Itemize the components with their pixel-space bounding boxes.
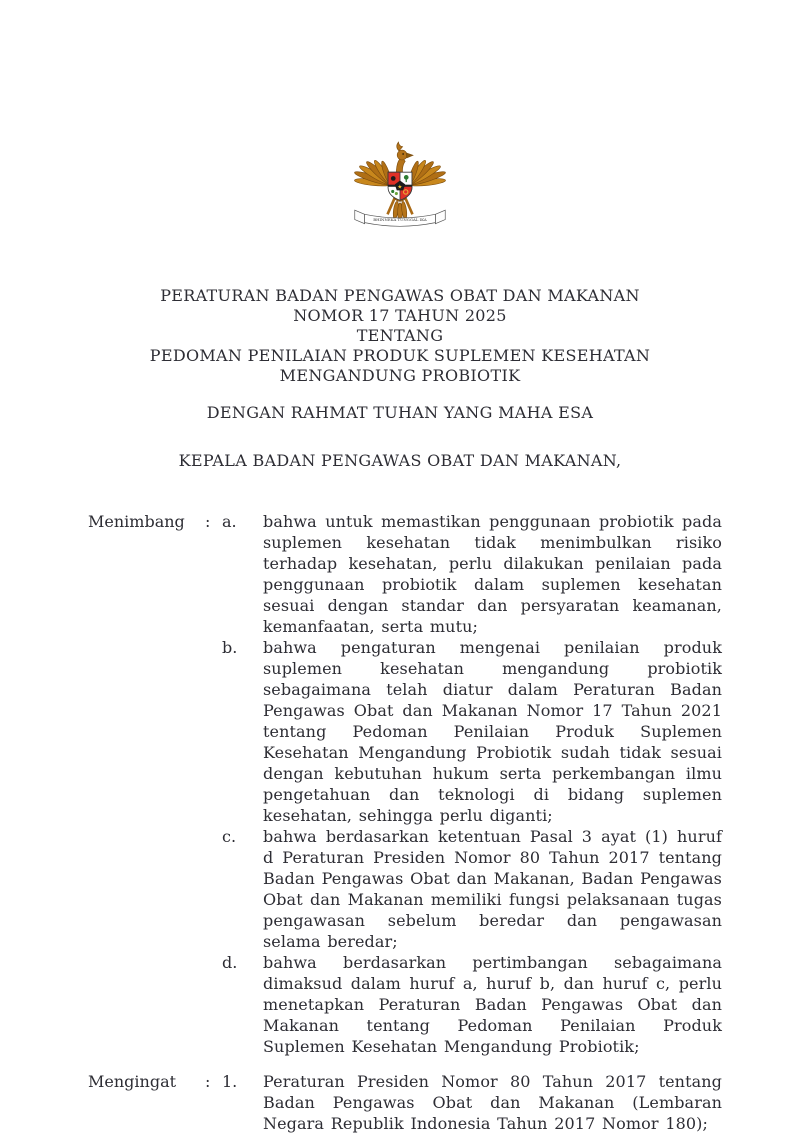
regulation-document-page <box>0 128 800 1136</box>
invocation-line: DENGAN RAHMAT TUHAN YANG MAHA ESA <box>206 403 594 422</box>
item-marker: c. <box>222 827 237 846</box>
shield-bull-icon <box>391 176 396 181</box>
enacting-official-line: KEPALA BADAN PENGAWAS OBAT DAN MAKANAN, <box>178 451 622 470</box>
item-text: bahwa berdasarkan ketentuan Pasal 3 ayat (1) huruf d Peraturan Presiden Nomor 80 Tahun 2017 tentang Badan Pengawas Obat dan Makanan, Badan Pengawas Obat dan Makanan memiliki fungsi pelaksanaan tugas pengawasan sebelum beredar dan pengawasan selama beredar; <box>263 827 722 951</box>
garuda-left-wing <box>354 159 394 188</box>
preamble-sections <box>88 511 722 1134</box>
consideration-item <box>88 952 722 1057</box>
item-marker: d. <box>222 953 238 972</box>
item-marker: a. <box>222 512 237 531</box>
item-text: bahwa berdasarkan pertimbangan sebagaimana dimaksud dalam huruf a, huruf b, dan huruf c, perlu menetapkan Peraturan Badan Pengawas Obat dan Makanan tentang Pedoman Penilaian Produk Suplemen Kesehatan Mengandung Probiotik; <box>263 953 722 1056</box>
section-colon: : <box>205 1072 211 1091</box>
legal-basis-item <box>88 1071 722 1134</box>
item-marker: b. <box>222 638 238 657</box>
title-line-number: NOMOR 17 TAHUN 2025 <box>293 306 507 325</box>
pancasila-star-icon: ★ <box>397 184 403 191</box>
consideration-item <box>88 637 722 826</box>
title-line-subject-2: MENGANDUNG PROBIOTIK <box>279 366 521 385</box>
title-line-subject-1: PEDOMAN PENILAIAN PRODUK SUPLEMEN KESEHATAN <box>149 346 651 365</box>
item-text: Peraturan Presiden Nomor 80 Tahun 2017 tentang Badan Pengawas Obat dan Makanan (Lembaran Negara Republik Indonesia Tahun 2017 Nomor 180); <box>263 1072 722 1133</box>
consideration-item <box>88 511 722 637</box>
section-label: Mengingat <box>88 1072 177 1091</box>
regulation-title-block <box>0 286 800 386</box>
item-text: bahwa pengaturan mengenai penilaian produk suplemen kesehatan mengandung probiotik sebagaimana telah diatur dalam Peraturan Badan Pengawas Obat dan Makanan Nomor 17 Tahun 2021 tentang Pedoman Penilaian Produk Suplemen Kesehatan Mengandung Probiotik sudah tidak sesuai dengan kebutuhan hukum serta perkembangan ilmu pengetahuan dan teknologi di bidang suplemen kesehatan, sehingga perlu diganti; <box>263 638 722 825</box>
shield-cotton-icon <box>395 192 398 195</box>
mengingat-section <box>88 1071 722 1134</box>
section-label: Menimbang <box>88 512 185 531</box>
item-marker: 1. <box>222 1072 238 1091</box>
item-text: bahwa untuk memastikan penggunaan probiotik pada suplemen kesehatan tidak menimbulkan risiko terhadap kesehatan, perlu dilakukan penilaian pada penggunaan probiotik dalam suplemen kesehatan sesuai dengan standar dan persyaratan keamanan, kemanfaatan, serta mutu; <box>263 512 722 636</box>
emblem-ribbon-text: BHINNEKA TUNGGAL IKA <box>373 217 427 223</box>
title-line-agency: PERATURAN BADAN PENGAWAS OBAT DAN MAKANAN <box>160 286 640 305</box>
garuda-beak <box>406 153 413 158</box>
title-line-tentang: TENTANG <box>356 326 444 345</box>
consideration-item <box>88 826 722 952</box>
garuda-pancasila-emblem <box>348 128 452 232</box>
section-colon: : <box>205 512 211 531</box>
garuda-head <box>397 150 407 160</box>
shield-rice-icon <box>391 190 394 193</box>
shield-banyan-tree-icon <box>404 175 409 180</box>
menimbang-section <box>88 511 722 1057</box>
garuda-right-wing <box>407 159 447 188</box>
